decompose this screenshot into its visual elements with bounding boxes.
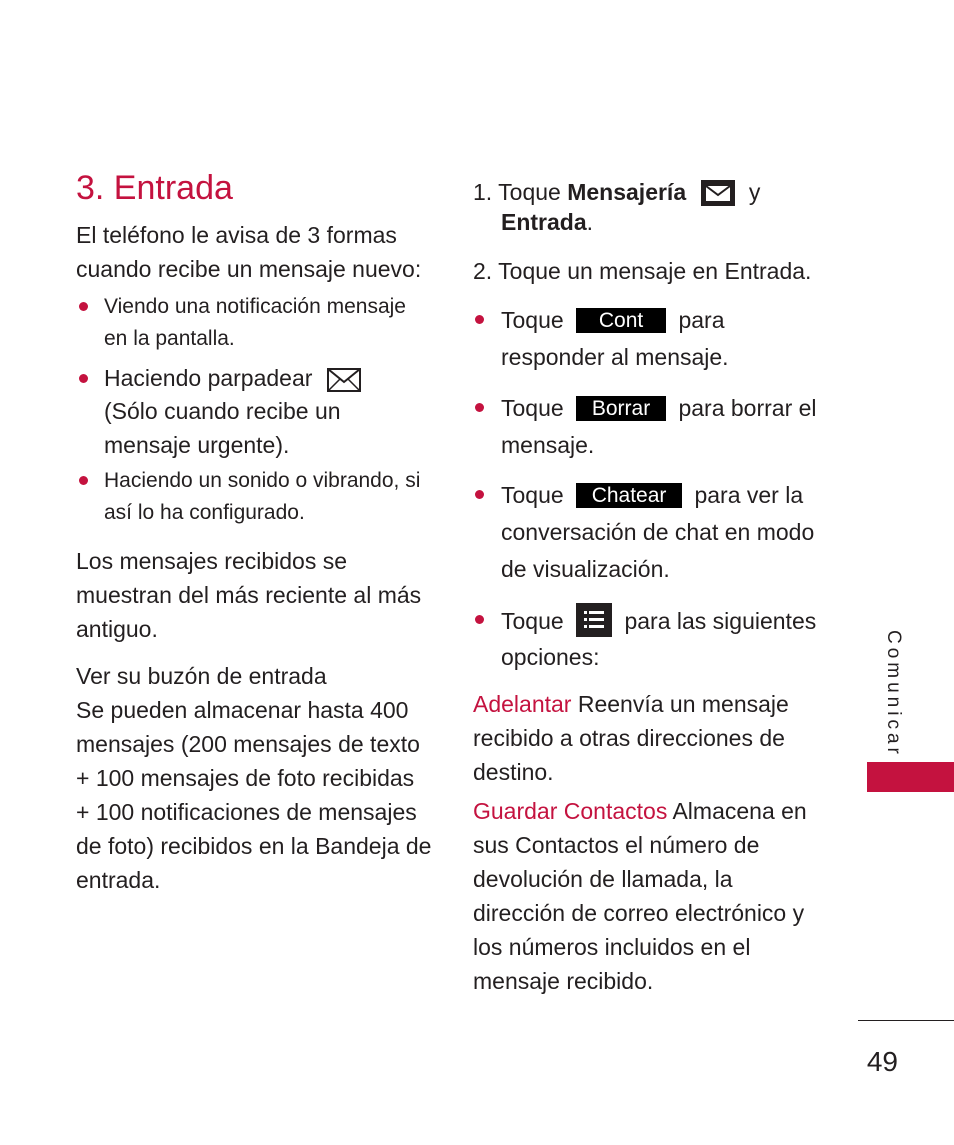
- guardar-desc: Almacena en sus Contactos el número de devolución de llamada, la dirección de correo electrónico y los números incluidos en el mensaje recibido.: [473, 798, 807, 994]
- option-adelantar: [473, 687, 803, 789]
- intro-text: El teléfono le avisa de 3 formas cuando recibe un mensaje nuevo:: [76, 222, 422, 282]
- step-1-end: .: [586, 209, 594, 235]
- toque-label: Toque: [501, 482, 564, 508]
- bullet-notification: Viendo una notificación mensaje en la pantalla.: [104, 295, 406, 350]
- cont-line: [501, 303, 725, 337]
- inbox-label: Entrada: [501, 209, 587, 235]
- bullet-marker: [79, 302, 88, 311]
- order-text: Los mensajes recibidos se muestran del más reciente al más antiguo.: [76, 548, 422, 642]
- bullet-marker: [475, 403, 484, 412]
- step-1-line2: [501, 205, 593, 239]
- page-number: 49: [866, 1046, 898, 1077]
- menu-line2: opciones:: [501, 644, 600, 670]
- option-guardar: [473, 794, 823, 998]
- chatear-button[interactable]: Chatear: [576, 483, 682, 508]
- step-2: 2. Toque un mensaje en Entrada.: [473, 258, 812, 284]
- page-title: 3. Entrada: [76, 169, 233, 207]
- messaging-label: Mensajería: [567, 179, 687, 205]
- bullet-blink-label: Haciendo parpadear: [104, 365, 313, 391]
- toque-label: Toque: [501, 395, 564, 421]
- step-1-prefix: 1. Toque: [473, 179, 561, 205]
- adelantar-desc: Reenvía un mensaje recibido a otras direcciones de destino.: [473, 691, 789, 785]
- bullet-marker: [475, 315, 484, 324]
- capacity-text: Se pueden almacenar hasta 400 mensajes (200 mensajes de texto + 100 mensajes de foto recibidas + 100 notificaciones de mensajes de foto) recibidos en la Bandeja de entrada.: [76, 697, 432, 893]
- guardar-term: Guardar Contactos: [473, 798, 668, 824]
- inbox-subhead: Ver su buzón de entrada: [76, 663, 327, 689]
- cont-line2: responder al mensaje.: [501, 344, 729, 370]
- message-envelope-icon: [701, 180, 735, 215]
- toque-label: Toque: [501, 608, 564, 634]
- bullet-marker: [79, 476, 88, 485]
- bullet-marker: [79, 374, 88, 383]
- chatear-line2: conversación de chat en modo: [501, 519, 815, 545]
- cont-button[interactable]: Cont: [576, 308, 666, 333]
- footer-rule: [858, 1020, 954, 1021]
- bullet-sound: Haciendo un sonido o vibrando, si así lo ha configurado.: [104, 469, 421, 524]
- section-tab-bar: [867, 762, 954, 792]
- borrar-line: [501, 391, 817, 425]
- section-label: Comunicar: [883, 630, 904, 758]
- borrar-after: para borrar el: [678, 395, 817, 421]
- adelantar-term: Adelantar: [473, 691, 572, 717]
- borrar-button[interactable]: Borrar: [576, 396, 666, 421]
- toque-label: Toque: [501, 307, 564, 333]
- bullet-marker: [475, 490, 484, 499]
- bullet-blink-note: (Sólo cuando recibe un mensaje urgente).: [104, 398, 341, 458]
- borrar-line2: mensaje.: [501, 432, 595, 458]
- bullet-marker: [475, 615, 484, 624]
- step-1-y: y: [748, 179, 761, 205]
- chatear-line3: de visualización.: [501, 556, 670, 582]
- menu-after: para las siguientes: [624, 608, 817, 634]
- cont-after: para: [678, 307, 725, 333]
- chatear-after: para ver la: [694, 482, 804, 508]
- chatear-line: [501, 478, 803, 512]
